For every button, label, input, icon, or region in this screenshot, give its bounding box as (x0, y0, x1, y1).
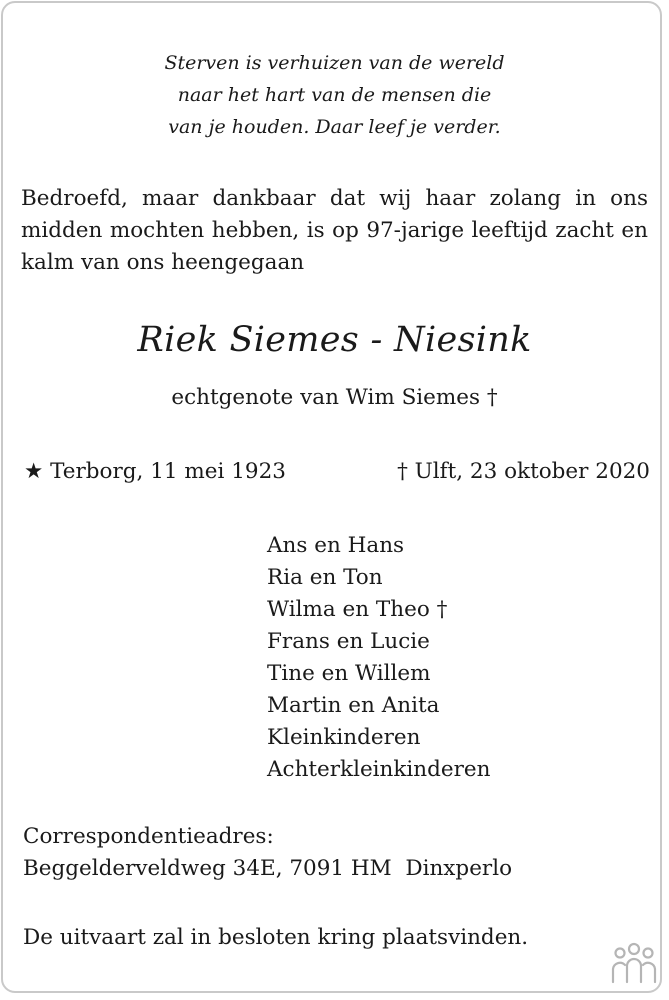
address-value: Beggelderveldweg 34E, 7091 HM Dinxperlo (23, 856, 513, 881)
family-member: Ria en Ton (267, 565, 383, 590)
intro-line: Bedroefd, maar dankbaar dat wij haar zolang in ons (21, 186, 648, 211)
intro-text (21, 183, 648, 279)
poem (0, 47, 669, 143)
family-member: Tine en Willem (267, 661, 431, 686)
address-label: Correspondentieadres: (23, 824, 274, 849)
family-member: Kleinkinderen (267, 725, 421, 750)
poem-line: van je houden. Daar leef je verder. (168, 116, 501, 138)
funeral-notice: De uitvaart zal in besloten kring plaatsvinden. (23, 925, 529, 950)
family-list (267, 530, 491, 786)
family-member: Martin en Anita (267, 693, 440, 718)
intro-line: kalm van ons heengegaan (21, 250, 305, 275)
family-member: Frans en Lucie (267, 629, 430, 654)
intro-line: midden mochten hebben, is op 97-jarige leeftijd zacht en (21, 218, 648, 243)
poem-line: Sterven is verhuizen van de wereld (164, 52, 505, 74)
family-member: Achterkleinkinderen (267, 757, 491, 782)
birth-date: ★ Terborg, 11 mei 1923 (24, 459, 286, 484)
family-member: Ans en Hans (267, 533, 405, 558)
poem-line: naar het hart van de mensen die (177, 84, 492, 106)
correspondence-address (23, 821, 512, 885)
family-member: Wilma en Theo † (267, 597, 448, 622)
death-date: † Ulft, 23 oktober 2020 (397, 459, 650, 484)
people-group-icon (606, 940, 662, 986)
spouse-line: echtgenote van Wim Siemes † (171, 385, 498, 410)
deceased-name: Riek Siemes - Niesink (137, 320, 532, 360)
